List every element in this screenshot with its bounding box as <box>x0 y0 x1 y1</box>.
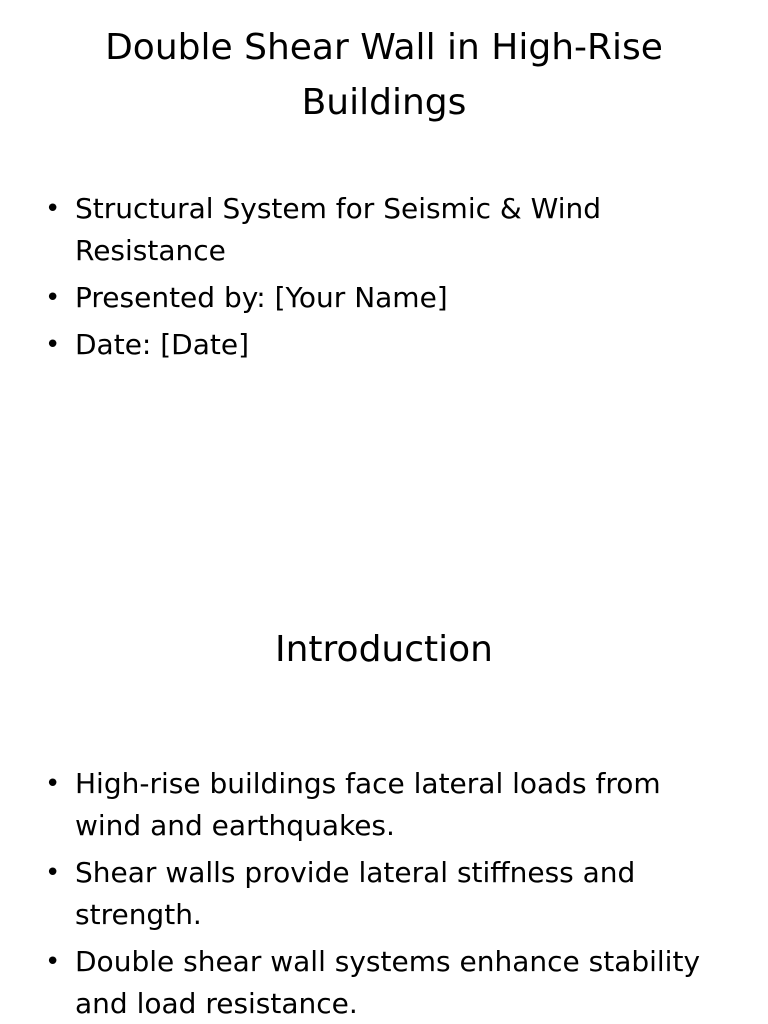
slide-1-title: Double Shear Wall in High-Rise Buildings <box>105 27 663 123</box>
bullet-text: Presented by: [Your Name] <box>75 281 448 314</box>
slide-1-bullet-list <box>45 188 705 371</box>
bullet-dot-icon: • <box>45 769 61 799</box>
list-item <box>45 188 705 272</box>
bullet-text: Date: [Date] <box>75 328 250 361</box>
list-item <box>45 852 705 936</box>
bullet-text: Structural System for Seismic & Wind Resistance <box>75 192 602 267</box>
bullet-dot-icon: • <box>45 330 61 360</box>
list-item <box>45 324 705 366</box>
bullet-dot-icon: • <box>45 947 61 977</box>
bullet-dot-icon: • <box>45 283 61 313</box>
list-item <box>45 277 705 319</box>
bullet-text: Double shear wall systems enhance stability and load resistance. <box>75 945 701 1020</box>
bullet-dot-icon: • <box>45 858 61 888</box>
slide-2-title: Introduction <box>274 629 493 670</box>
bullet-dot-icon: • <box>45 194 61 224</box>
slide-2-bullet-list <box>45 763 705 1024</box>
bullet-text: High-rise buildings face lateral loads from wind and earthquakes. <box>75 767 661 842</box>
list-item <box>45 763 705 847</box>
bullet-text: Shear walls provide lateral stiffness and strength. <box>75 856 636 931</box>
list-item <box>45 941 705 1024</box>
